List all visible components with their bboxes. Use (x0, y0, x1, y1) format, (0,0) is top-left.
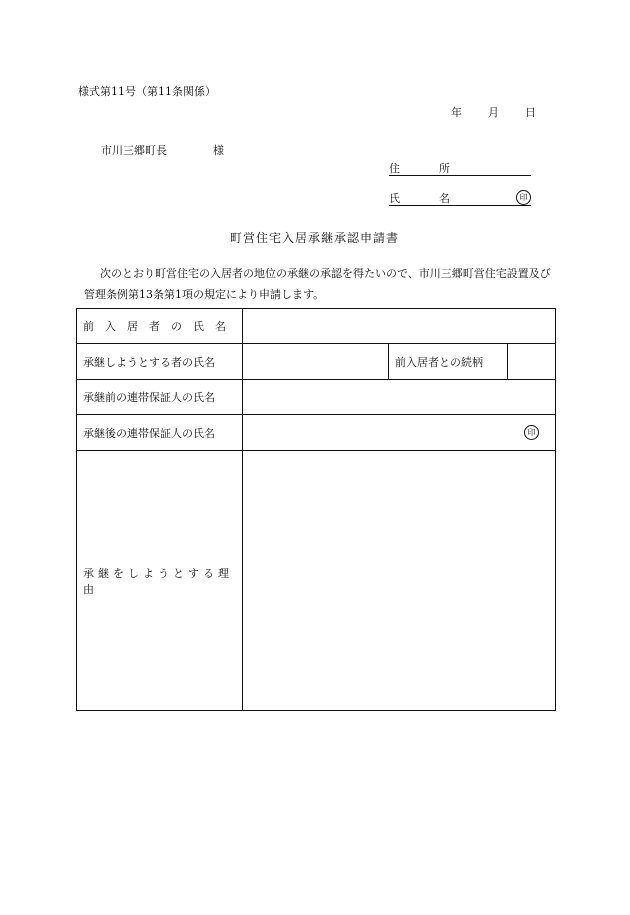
document-title: 町営住宅入居承継承認申請書 (230, 231, 400, 245)
reason-label: 承継をしようとする理由 (83, 566, 233, 596)
application-table (76, 308, 556, 711)
relationship-input[interactable] (508, 344, 556, 380)
date-day-label: 日 (525, 106, 536, 119)
prev-resident-label-cell (77, 309, 243, 344)
addressee-honorific: 様 (213, 144, 224, 157)
reason-input[interactable] (243, 451, 556, 711)
guarantor-before-label: 承継前の連帯保証人の氏名 (77, 380, 243, 415)
successor-label: 承継しようとする者の氏名 (77, 344, 243, 380)
seal-mark-icon: 印 (524, 425, 539, 440)
successor-input[interactable] (243, 344, 389, 380)
table-row (77, 380, 556, 415)
guarantor-after-label: 承継後の連帯保証人の氏名 (77, 415, 243, 451)
seal-mark-icon: 印 (516, 190, 531, 205)
date-line (451, 104, 536, 120)
name-label: 氏 名 (389, 192, 464, 205)
prev-resident-input[interactable] (243, 309, 556, 344)
date-year-label: 年 (451, 106, 462, 119)
intro-text: 次のとおり町営住宅の入居者の地位の承継の承認を得たいので、市川三郷町営住宅設置及び管理条例第13条第1項の規定により申請します。 (84, 267, 551, 301)
table-row (77, 344, 556, 380)
date-month-label: 月 (488, 106, 499, 119)
relationship-label: 前入居者との続柄 (389, 344, 508, 380)
address-label: 住 所 (389, 162, 464, 175)
table-row (77, 309, 556, 344)
applicant-name-field[interactable] (389, 190, 531, 206)
form-number: 様式第11号（第11条関係） (78, 85, 216, 98)
guarantor-after-input[interactable] (243, 415, 556, 451)
addressee-name: 市川三郷町長 (101, 144, 167, 157)
reason-label-cell (77, 451, 243, 711)
table-row (77, 415, 556, 451)
table-row (77, 451, 556, 711)
prev-resident-label: 前入居者の氏名 (83, 320, 237, 333)
applicant-address-field[interactable] (389, 160, 531, 176)
guarantor-before-input[interactable] (243, 380, 556, 415)
addressee (101, 142, 224, 158)
